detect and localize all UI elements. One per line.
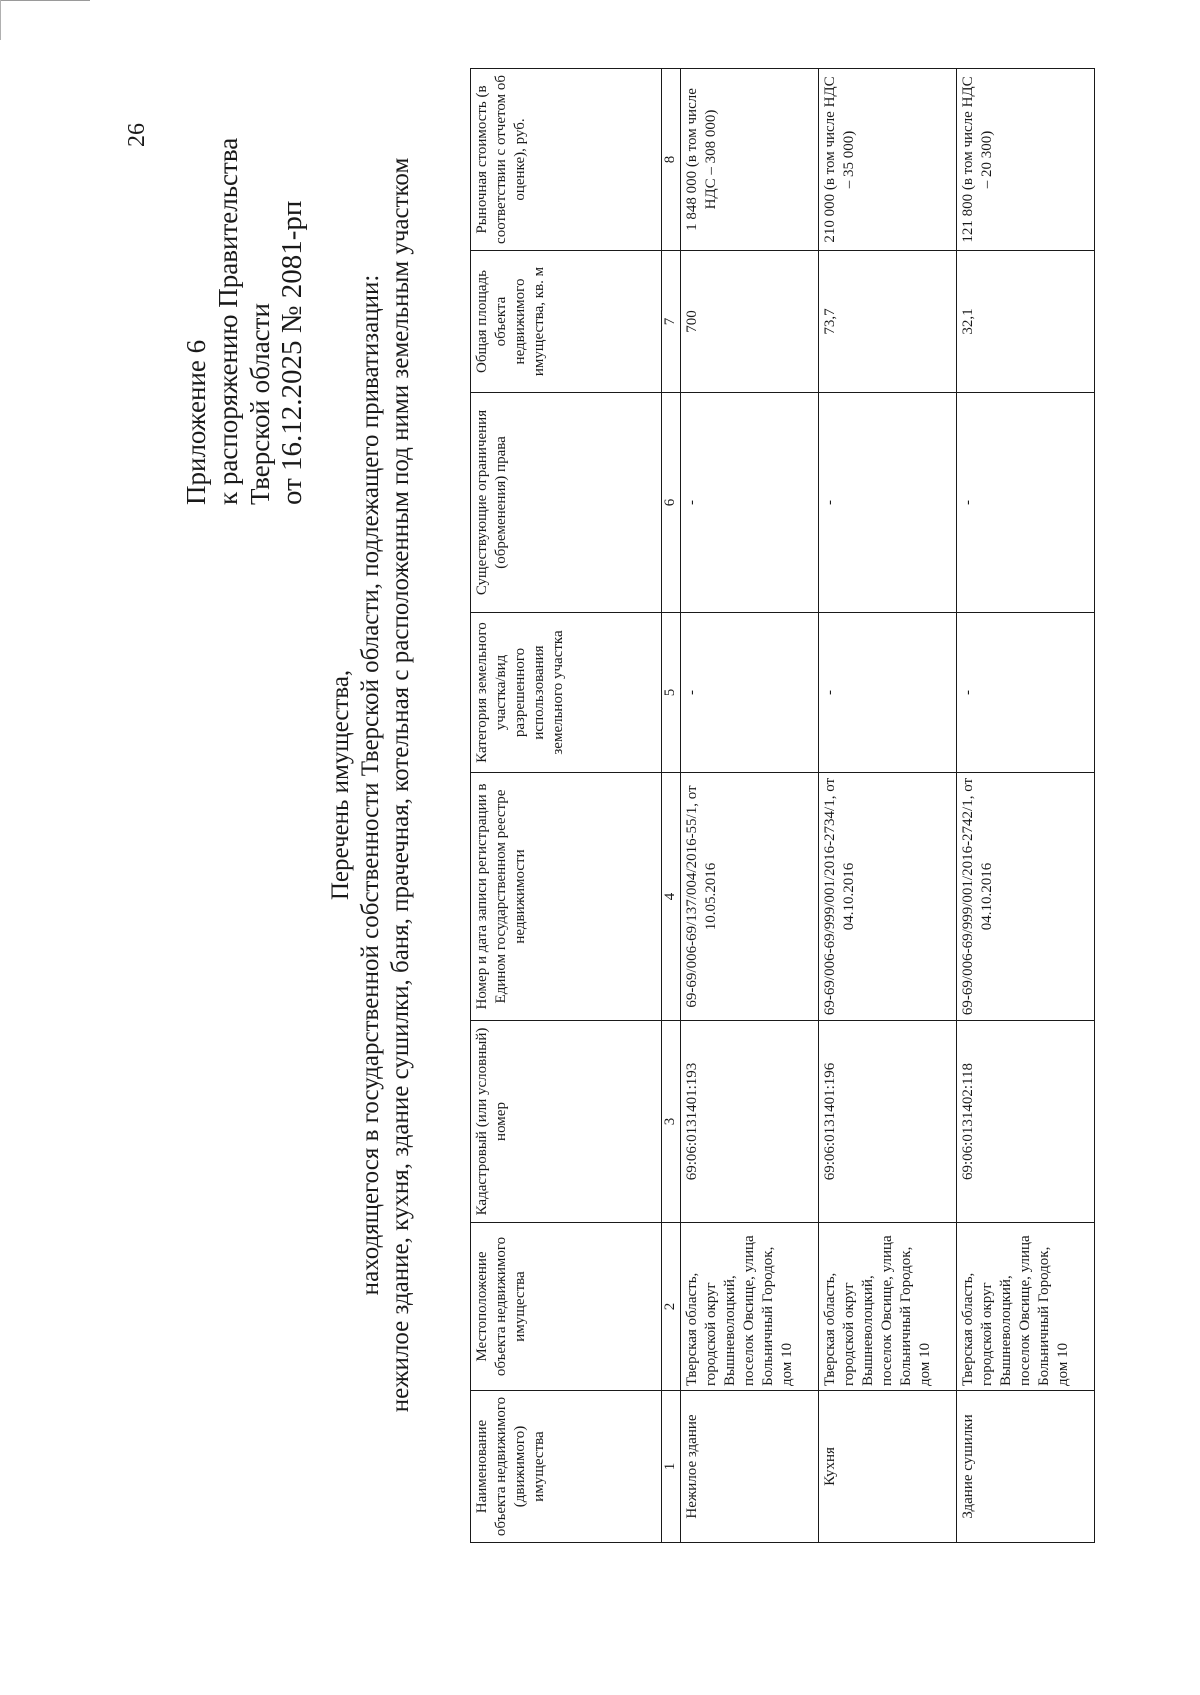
header-cell-area: Общая площадь объекта недвижимого имущества, кв. м — [471, 251, 662, 393]
appendix-line-3: Тверской области — [245, 303, 275, 505]
cell-registration: 69-69/006-69/999/001/2016-2734/1, от 04.10.2016 — [819, 773, 957, 1021]
header-cell-registration: Номер и дата записи регистрации в Едином государственном реестре недвижимости — [471, 773, 662, 1021]
cell-value: 1 848 000 (в том числе НДС – 308 000) — [681, 69, 819, 251]
cell-location: Тверская область, городской округ Вышневолоцкий, поселок Овсище, улица Больничный Городок, дом 10 — [681, 1223, 819, 1391]
table-header-row — [471, 69, 662, 1543]
header-cell-value: Рыночная стоимость (в соответствии с отчетом об оценке), руб. — [471, 69, 662, 251]
document-title — [326, 55, 416, 1515]
header-cell-land-category: Категория земельного участка/вид разрешенного использования земельного участка — [471, 613, 662, 773]
cell-registration: 69-69/006-69/999/001/2016-2742/1, от 04.10.2016 — [957, 773, 1095, 1021]
column-number: 7 — [662, 251, 681, 393]
cell-name: Нежилое здание — [681, 1391, 819, 1543]
appendix-block — [180, 138, 308, 505]
column-number: 5 — [662, 613, 681, 773]
cell-area: 32,1 — [957, 251, 1095, 393]
header-cell-name: Наименование объекта недвижимого (движимого) имущества — [471, 1391, 662, 1543]
column-number: 3 — [662, 1021, 681, 1223]
cell-land-category: - — [819, 613, 957, 773]
cell-restrictions: - — [681, 393, 819, 613]
cell-cadastral: 69:06:0131401:193 — [681, 1021, 819, 1223]
table-row — [957, 69, 1095, 1543]
column-number: 6 — [662, 393, 681, 613]
column-number: 2 — [662, 1223, 681, 1391]
header-cell-location: Местоположение объекта недвижимого имущества — [471, 1223, 662, 1391]
appendix-line-2: к распоряжению Правительства — [213, 137, 243, 505]
cell-area: 73,7 — [819, 251, 957, 393]
title-line-2: находящегося в государственной собственности Тверской области, подлежащего приватизации: — [357, 274, 384, 1296]
appendix-line-4: от 16.12.2025 № 2081-рп — [276, 200, 308, 505]
property-table — [470, 68, 1095, 1543]
cell-restrictions: - — [819, 393, 957, 613]
column-number-row — [662, 69, 681, 1543]
table-row — [681, 69, 819, 1543]
cell-value: 121 800 (в том числе НДС – 20 300) — [957, 69, 1095, 251]
page-number: 26 — [124, 123, 150, 147]
cell-location: Тверская область, городской округ Вышневолоцкий, поселок Овсище, улица Больничный Городок, дом 10 — [957, 1223, 1095, 1391]
cell-cadastral: 69:06:0131401:196 — [819, 1021, 957, 1223]
title-line-3: нежилое здание, кухня, здание сушилки, баня, прачечная, котельная с расположенным под ними земельным участком — [387, 157, 414, 1413]
cell-land-category: - — [957, 613, 1095, 773]
header-cell-cadastral: Кадастровый (или условный) номер — [471, 1021, 662, 1223]
cell-restrictions: - — [957, 393, 1095, 613]
cell-location: Тверская область, городской округ Вышневолоцкий, поселок Овсище, улица Больничный Городок, дом 10 — [819, 1223, 957, 1391]
appendix-line-1: Приложение 6 — [181, 339, 211, 505]
title-line-1: Перечень имущества, — [327, 669, 354, 901]
cell-name: Здание сушилки — [957, 1391, 1095, 1543]
table-row — [819, 69, 957, 1543]
cell-land-category: - — [681, 613, 819, 773]
cell-cadastral: 69:06:0131402:118 — [957, 1021, 1095, 1223]
cell-name: Кухня — [819, 1391, 957, 1543]
cell-area: 700 — [681, 251, 819, 393]
column-number: 1 — [662, 1391, 681, 1543]
cell-registration: 69-69/006-69/137/004/2016-55/1, от 10.05.2016 — [681, 773, 819, 1021]
column-number: 8 — [662, 69, 681, 251]
cell-value: 210 000 (в том числе НДС – 35 000) — [819, 69, 957, 251]
header-cell-restrictions: Существующие ограничения (обременения) права — [471, 393, 662, 613]
column-number: 4 — [662, 773, 681, 1021]
